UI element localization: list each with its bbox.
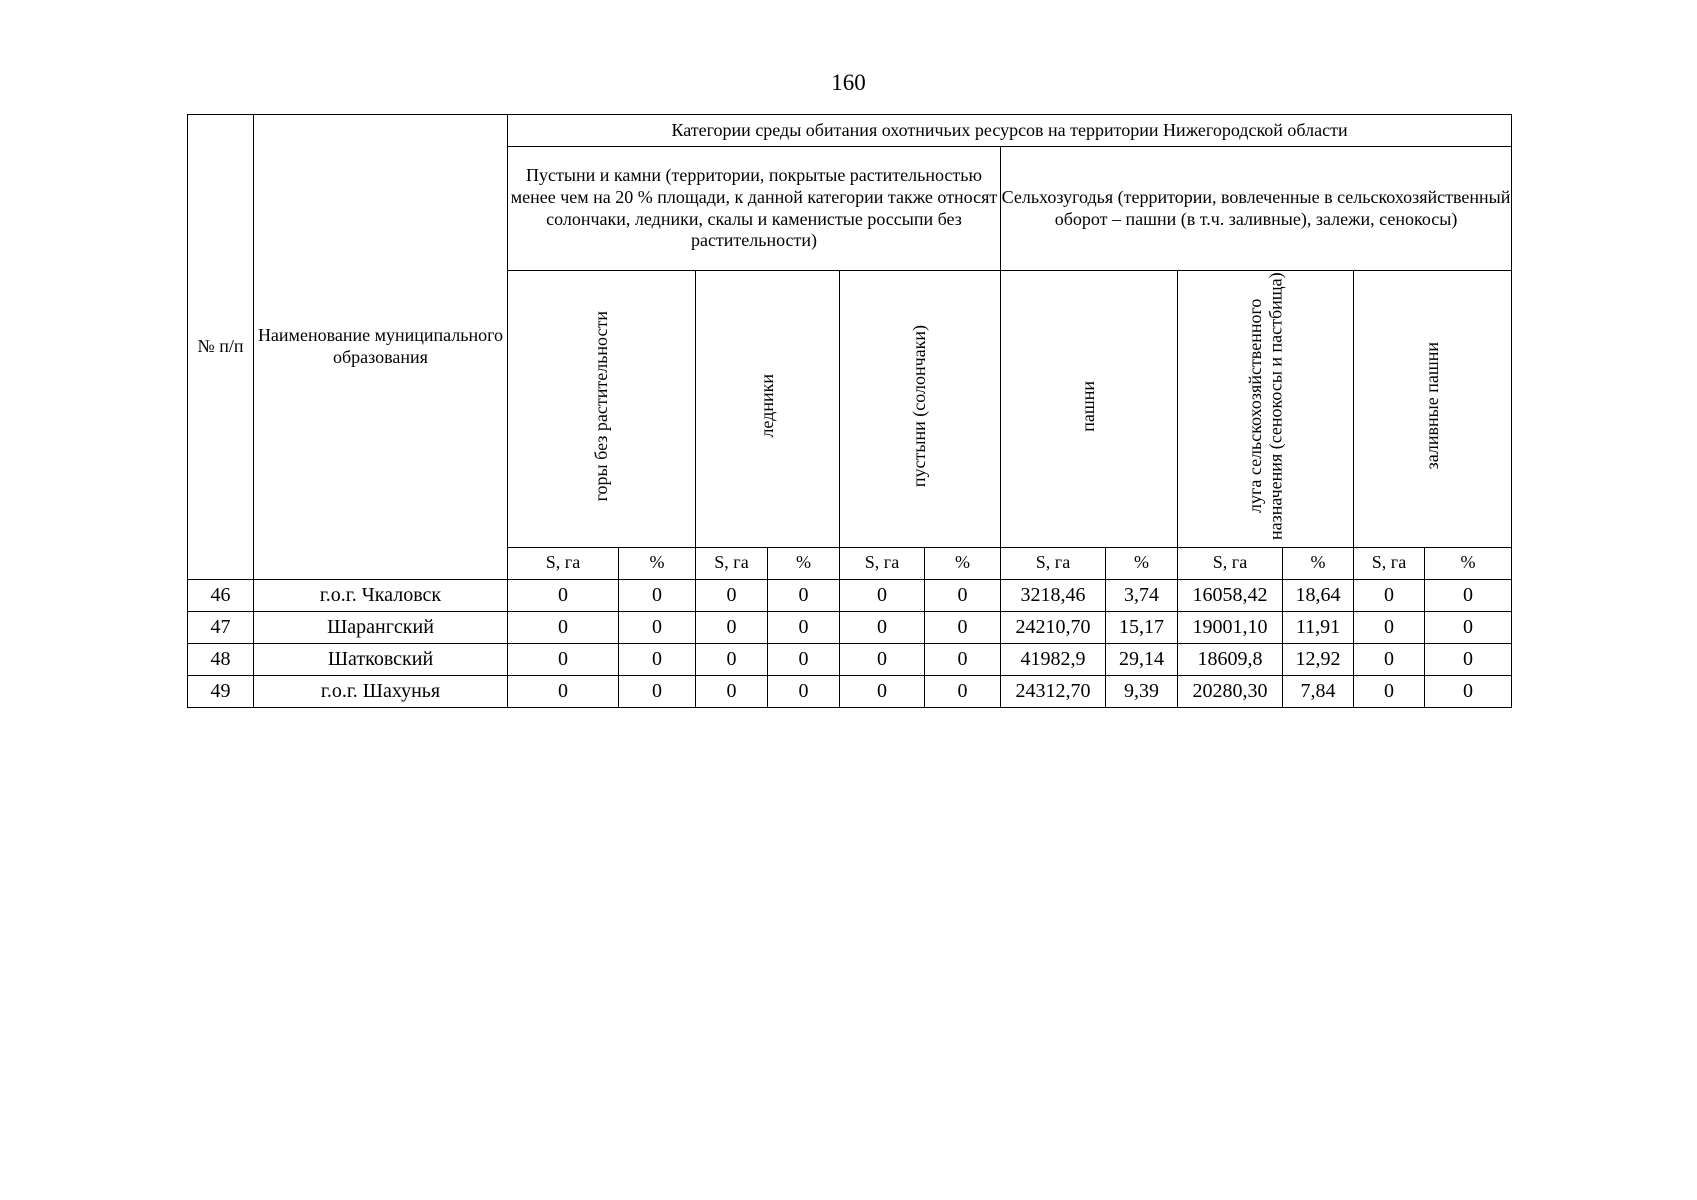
header-sub-glaciers bbox=[696, 271, 840, 548]
cell: 29,14 bbox=[1106, 643, 1178, 675]
cell: 3218,46 bbox=[1001, 579, 1106, 611]
cell: 0 bbox=[925, 579, 1001, 611]
cell: 7,84 bbox=[1283, 675, 1354, 707]
cell: 19001,10 bbox=[1178, 611, 1283, 643]
row-num: 49 bbox=[188, 675, 254, 707]
header-sub-salt-deserts bbox=[840, 271, 1001, 548]
row-name: г.о.г. Чкаловск bbox=[254, 579, 508, 611]
cell: 0 bbox=[925, 643, 1001, 675]
cell: 16058,42 bbox=[1178, 579, 1283, 611]
cell: 0 bbox=[840, 675, 925, 707]
cell: 15,17 bbox=[1106, 611, 1178, 643]
unit-percent: % bbox=[925, 547, 1001, 579]
unit-area: S, га bbox=[1354, 547, 1425, 579]
header-sub-flooded-arable-label: заливные пашни bbox=[1421, 342, 1442, 470]
cell: 0 bbox=[1425, 579, 1512, 611]
header-sub-meadows-label: луга сельскохозяйственного назначения (сенокосы и пастбища) bbox=[1244, 272, 1286, 540]
cell: 0 bbox=[1354, 579, 1425, 611]
cell: 0 bbox=[768, 675, 840, 707]
cell: 0 bbox=[840, 611, 925, 643]
header-num: № п/п bbox=[188, 115, 254, 580]
cell: 0 bbox=[925, 675, 1001, 707]
cell: 24210,70 bbox=[1001, 611, 1106, 643]
unit-percent: % bbox=[1283, 547, 1354, 579]
cell: 0 bbox=[508, 643, 619, 675]
cell: 0 bbox=[508, 611, 619, 643]
cell: 0 bbox=[1425, 611, 1512, 643]
cell: 0 bbox=[696, 643, 768, 675]
cell: 0 bbox=[1425, 675, 1512, 707]
cell: 24312,70 bbox=[1001, 675, 1106, 707]
header-sub-arable-label: пашни bbox=[1078, 380, 1099, 432]
cell: 0 bbox=[768, 579, 840, 611]
row-name: Шатковский bbox=[254, 643, 508, 675]
table-row bbox=[188, 675, 1512, 707]
cell: 20280,30 bbox=[1178, 675, 1283, 707]
cell: 12,92 bbox=[1283, 643, 1354, 675]
header-group-deserts: Пустыни и камни (территории, покрытые растительностью менее чем на 20 % площади, к данной категории также относят солончаки, ледники, скалы и каменистые россыпи без растительности) bbox=[508, 147, 1001, 271]
row-name: г.о.г. Шахунья bbox=[254, 675, 508, 707]
page-number: 160 bbox=[831, 70, 866, 95]
cell: 41982,9 bbox=[1001, 643, 1106, 675]
unit-percent: % bbox=[768, 547, 840, 579]
cell: 0 bbox=[619, 675, 696, 707]
cell: 18,64 bbox=[1283, 579, 1354, 611]
cell: 0 bbox=[619, 611, 696, 643]
cell: 0 bbox=[768, 643, 840, 675]
unit-area: S, га bbox=[696, 547, 768, 579]
cell: 0 bbox=[619, 643, 696, 675]
row-num: 47 bbox=[188, 611, 254, 643]
unit-area: S, га bbox=[508, 547, 619, 579]
cell: 0 bbox=[1354, 675, 1425, 707]
unit-area: S, га bbox=[1001, 547, 1106, 579]
cell: 0 bbox=[508, 579, 619, 611]
cell: 9,39 bbox=[1106, 675, 1178, 707]
header-sub-mountains-label: горы без растительности bbox=[590, 310, 611, 502]
header-name: Наименование муниципального образования bbox=[254, 115, 508, 580]
header-sub-salt-deserts-label: пустыни (солончаки) bbox=[909, 324, 930, 488]
unit-area: S, га bbox=[1178, 547, 1283, 579]
habitat-table bbox=[187, 114, 1512, 708]
header-sub-flooded-arable bbox=[1354, 271, 1512, 548]
unit-percent: % bbox=[1106, 547, 1178, 579]
header-categories-title: Категории среды обитания охотничьих ресурсов на территории Нижегородской области bbox=[508, 115, 1512, 147]
cell: 0 bbox=[696, 611, 768, 643]
table-row bbox=[188, 579, 1512, 611]
header-sub-arable bbox=[1001, 271, 1178, 548]
table-row bbox=[188, 611, 1512, 643]
cell: 11,91 bbox=[1283, 611, 1354, 643]
cell: 0 bbox=[1425, 643, 1512, 675]
cell: 0 bbox=[696, 579, 768, 611]
cell: 0 bbox=[840, 579, 925, 611]
header-group-farmland: Сельхозугодья (территории, вовлеченные в сельскохозяйственный оборот – пашни (в т.ч. заливные), залежи, сенокосы) bbox=[1001, 147, 1512, 271]
unit-area: S, га bbox=[840, 547, 925, 579]
unit-percent: % bbox=[1425, 547, 1512, 579]
cell: 3,74 bbox=[1106, 579, 1178, 611]
header-sub-mountains bbox=[508, 271, 696, 548]
cell: 0 bbox=[925, 611, 1001, 643]
cell: 0 bbox=[508, 675, 619, 707]
unit-percent: % bbox=[619, 547, 696, 579]
header-sub-glaciers-label: ледники bbox=[756, 374, 777, 438]
cell: 18609,8 bbox=[1178, 643, 1283, 675]
cell: 0 bbox=[768, 611, 840, 643]
cell: 0 bbox=[1354, 611, 1425, 643]
cell: 0 bbox=[619, 579, 696, 611]
table-row bbox=[188, 643, 1512, 675]
cell: 0 bbox=[1354, 643, 1425, 675]
header-sub-meadows bbox=[1178, 271, 1354, 548]
row-num: 48 bbox=[188, 643, 254, 675]
row-num: 46 bbox=[188, 579, 254, 611]
cell: 0 bbox=[696, 675, 768, 707]
row-name: Шарангский bbox=[254, 611, 508, 643]
cell: 0 bbox=[840, 643, 925, 675]
